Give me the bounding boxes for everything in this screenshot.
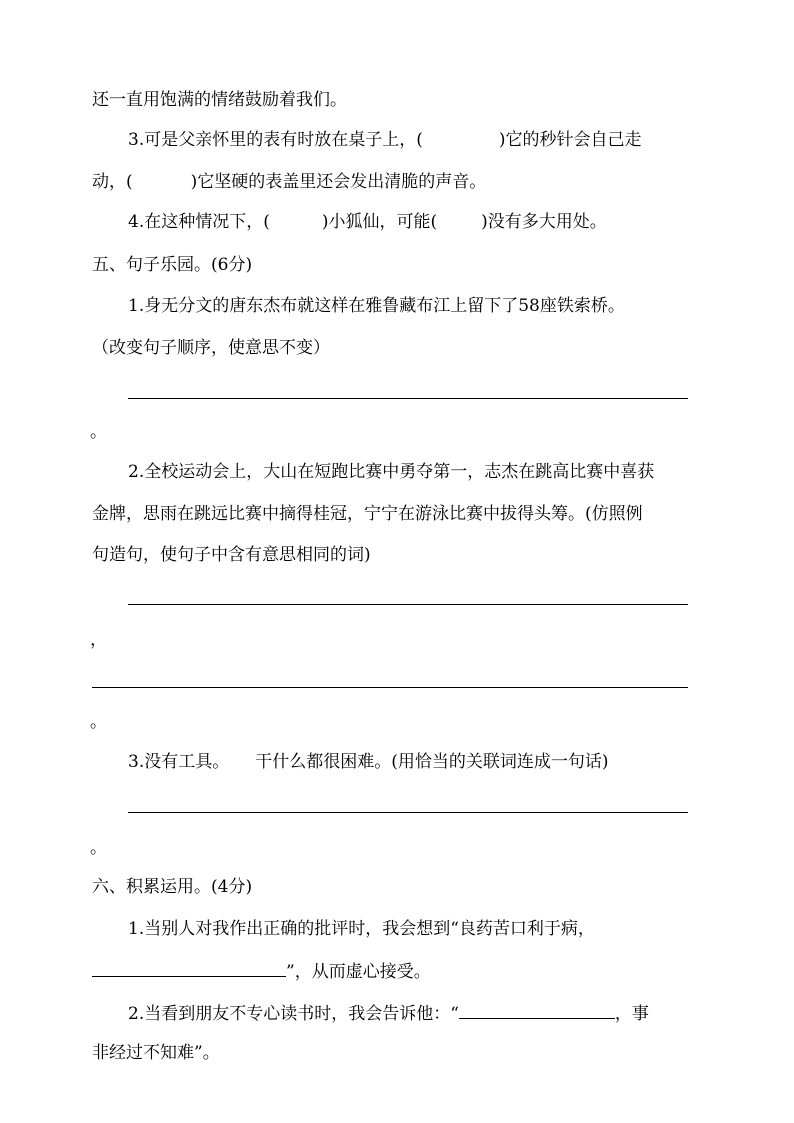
question-6-1-continued [92,958,431,984]
question-text: )没有多大用处。 [481,212,607,232]
question-6-2-continued: 非经过不知难”。 [92,1043,220,1063]
punctuation: 。 [90,422,107,442]
section-5-heading: 五、句子乐园。(6分) [92,255,253,275]
answer-line[interactable] [128,604,688,605]
question-6-2 [128,1000,649,1026]
question-text: )小狐仙，可能( [321,212,438,232]
answer-line[interactable] [92,687,688,688]
section-6-heading: 六、积累运用。(4分) [92,877,253,897]
question-text: 3.没有工具。 [128,752,230,772]
question-text: 干什么都很困难。(用恰当的关联词连成一句话) [255,752,609,772]
question-4-4 [128,210,607,234]
question-text: 动，( [92,172,133,192]
question-5-2-continued: 金牌，思雨在跳远比赛中摘得桂冠，宁宁在游泳比赛中拔得头筹。(仿照例 [92,504,643,524]
question-text: ”，从而虚心接受。 [286,962,431,982]
punctuation: 。 [90,712,107,732]
question-5-1: 1.身无分文的唐东杰布就这样在雅鲁藏布江上留下了58座铁索桥。 [128,296,625,316]
question-text: 3.可是父亲怀里的表有时放在桌子上，( [128,130,423,150]
answer-line[interactable] [128,398,688,399]
question-4-3-continued [92,170,486,194]
punctuation: ， [90,630,107,650]
question-5-2: 2.全校运动会上，大山在短跑比赛中勇夺第一，志杰在跳高比赛中喜获 [128,462,655,482]
answer-line[interactable] [128,812,688,813]
question-5-1-instruction: （改变句子顺序，使意思不变） [92,338,330,358]
question-5-3 [128,750,609,774]
punctuation: 。 [90,838,107,858]
question-5-2-instruction: 句造句，使句子中含有意思相同的词) [92,545,371,565]
question-text: )它的秒针会自己走 [498,130,642,150]
question-text: ，事 [614,1004,649,1024]
question-text: 2.当看到朋友不专心读书时，我会告诉他：“ [128,1004,459,1024]
question-4-3 [128,128,642,152]
question-text: 4.在这种情况下，( [128,212,270,232]
fill-blank[interactable] [92,958,286,977]
text-line: 还一直用饱满的情绪鼓励着我们。 [92,90,347,110]
question-text: )它坚硬的表盖里还会发出清脆的声音。 [190,172,487,192]
fill-blank[interactable] [459,1000,615,1019]
question-6-1: 1.当别人对我作出正确的批评时，我会想到“良药苦口利于病， [128,919,595,939]
